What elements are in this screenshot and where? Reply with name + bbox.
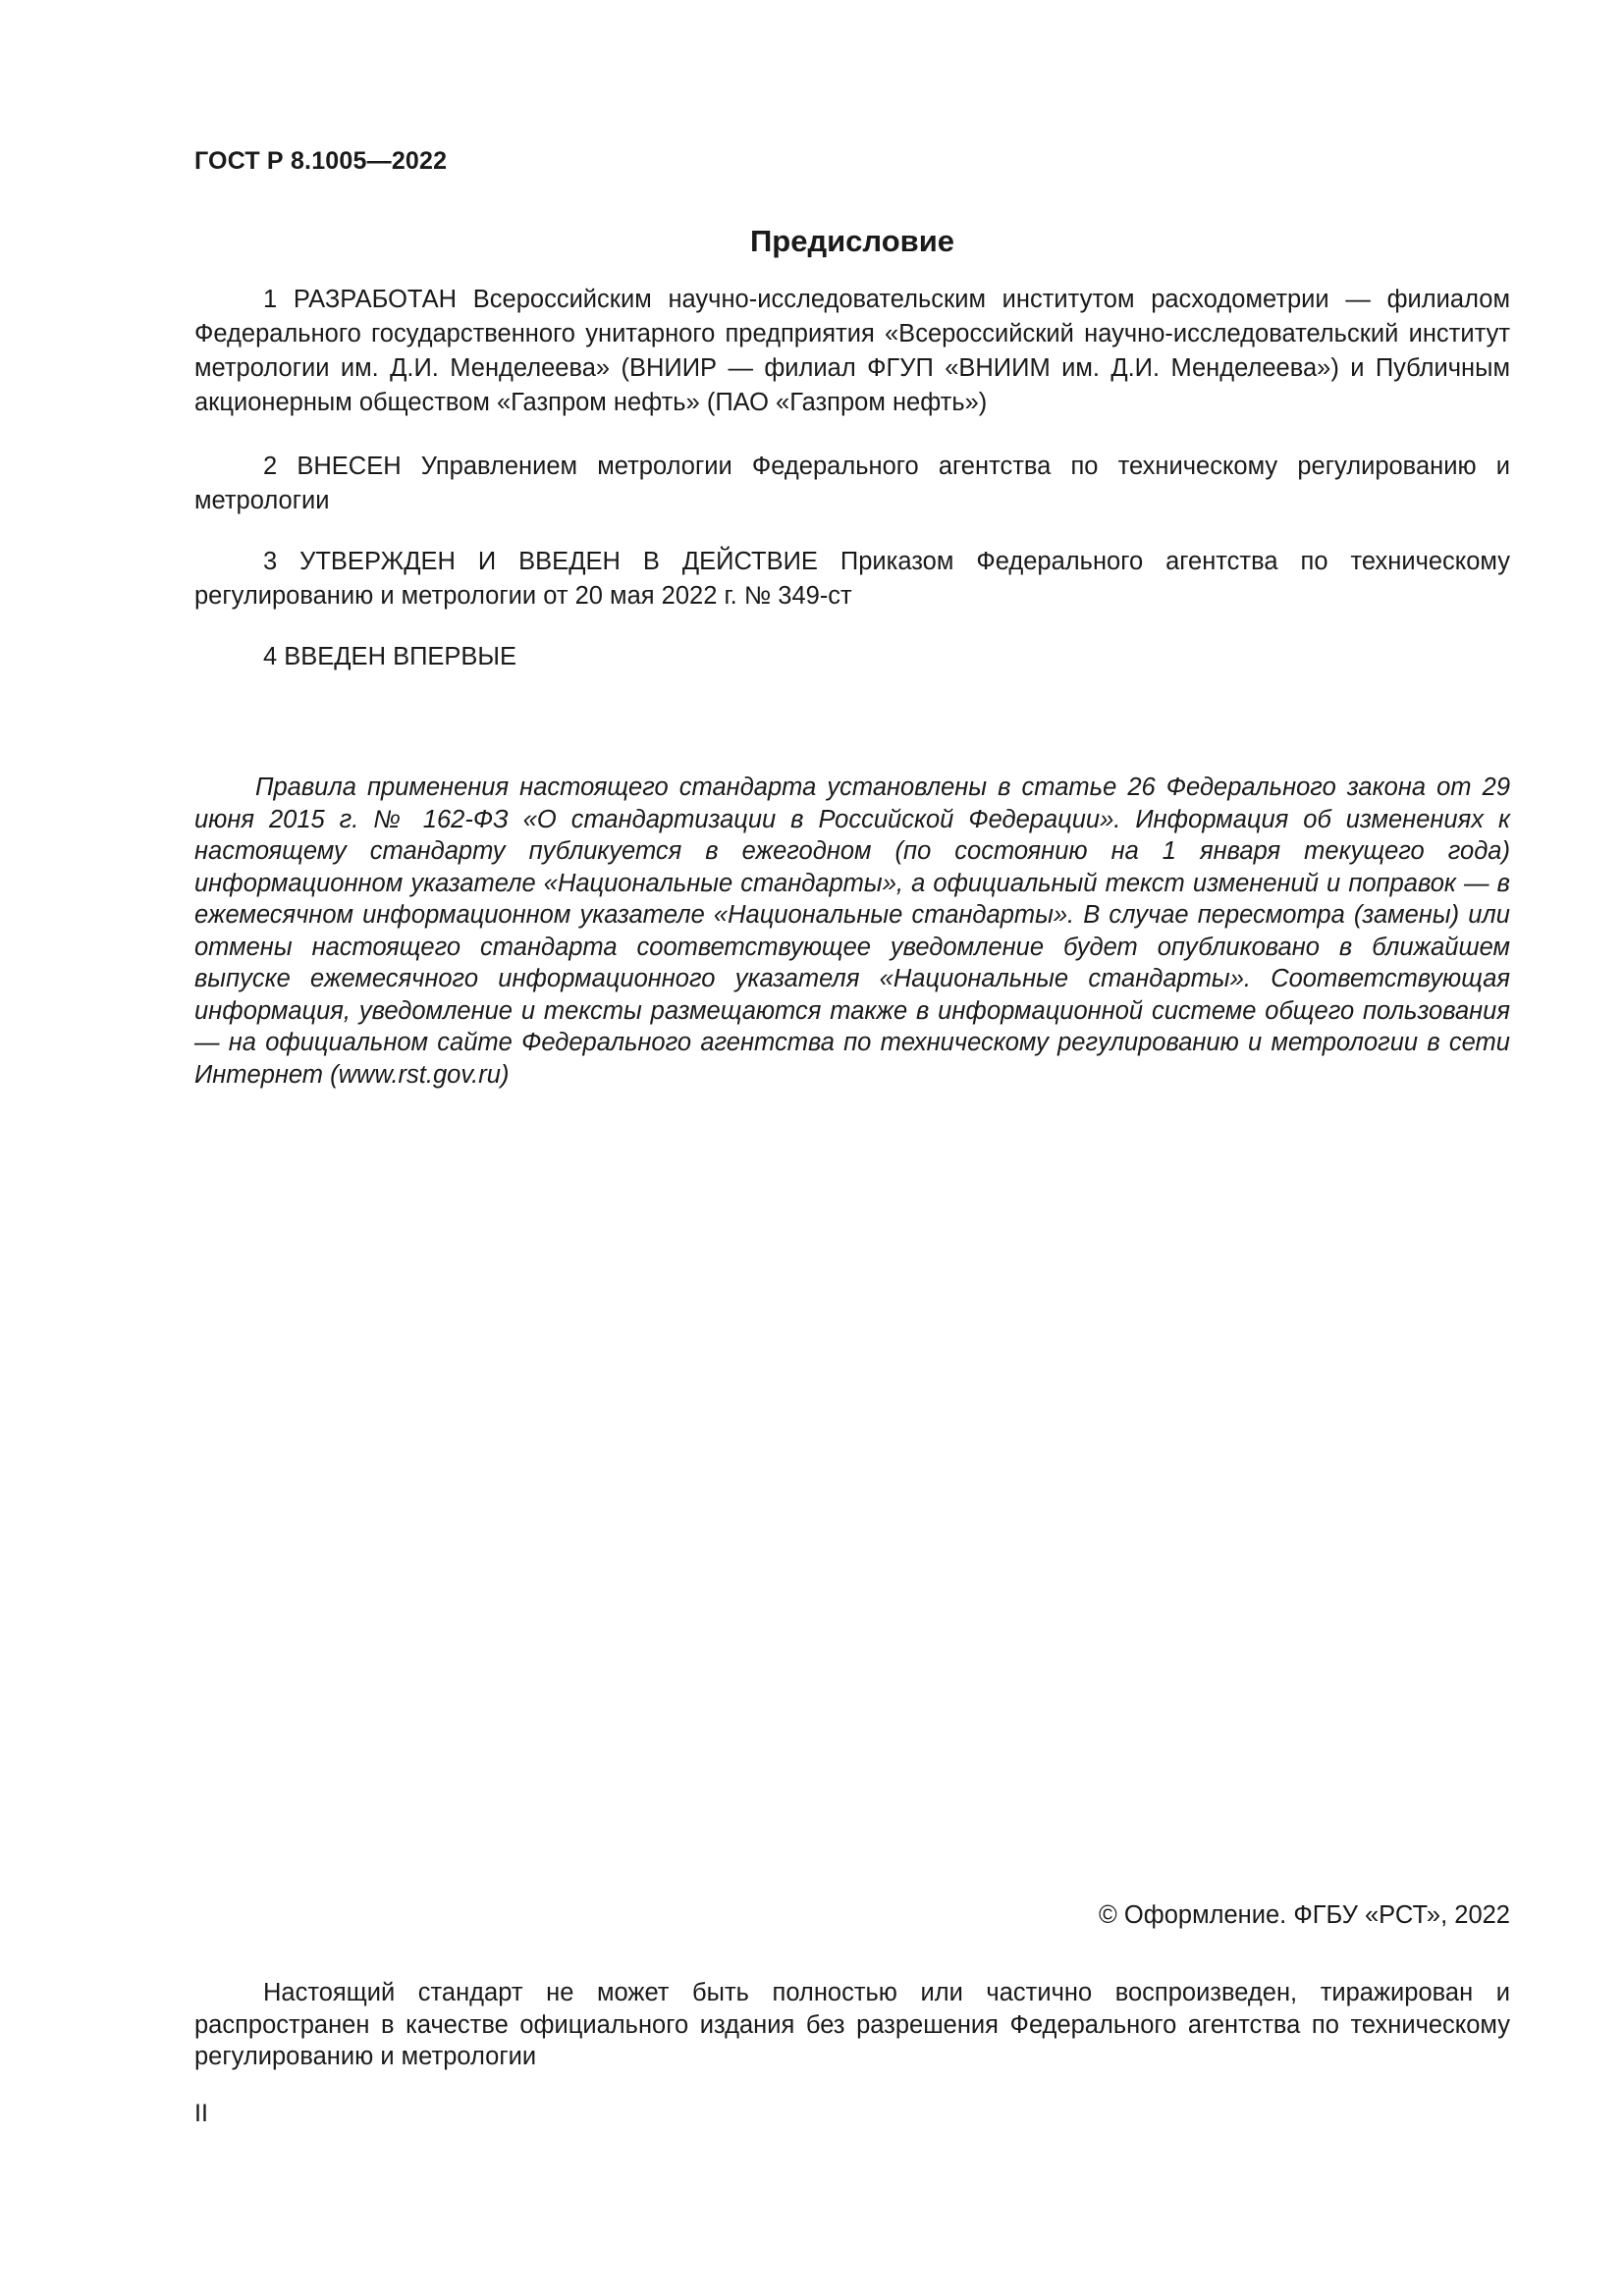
reproduction-notice: Настоящий стандарт не может быть полностью или частично воспроизведен, тиражирован и распространен в качестве официального издания без разрешения Федерального агентства по техническому регулированию и метрологии <box>194 1979 1510 2070</box>
foreword-item-approved: 3 УТВЕРЖДЕН И ВВЕДЕН В ДЕЙСТВИЕ Приказом Федерального агентства по техническому регулированию и метрологии от 20 мая 2022 г. № 349-ст <box>194 548 1510 610</box>
page-title: Предисловие <box>749 224 954 258</box>
copyright-line: © Оформление. ФГБУ «РСТ», 2022 <box>1099 1901 1510 1929</box>
foreword-item-developed: 1 РАЗРАБОТАН Всероссийским научно-исследовательским институтом расходометрии — филиалом Федерального государственного унитарного предприятия «Всероссийский научно-исследовательский институт метрологии им. Д.И. Менделеева» (ВНИИР — филиал ФГУП «ВНИИМ им. Д.И. Менделеева») и Публичным акционерным обществом «Газпром нефть» (ПАО «Газпром нефть») <box>194 286 1510 416</box>
application-rules-notice: Правила применения настоящего стандарта установлены в статье 26 Федерального закона от 29 июня 2015 г. № 162-ФЗ «О стандартизации в Российской Федерации». Информация об изменениях к настоящему стандарту публикуется в ежегодном (по состоянию на 1 января текущего года) информационном указателе «Национальные стандарты», а официальный текст изменений и поправок — в ежемесячном информационном указателе «Национальные стандарты». В случае пересмотра (замены) или отмены настоящего стандарта соответствующее уведомление будет опубликовано в ближайшем выпуске ежемесячного информационного указателя «Национальные стандарты». Соответствующая информация, уведомление и тексты размещаются также в информационной системе общего пользования — на официальном сайте Федерального агентства по техническому регулированию и метрологии в сети Интернет (www.rst.gov.ru) <box>194 774 1510 1089</box>
document-code: ГОСТ Р 8.1005—2022 <box>194 147 448 175</box>
page-number: II <box>194 2100 208 2127</box>
foreword-item-submitted: 2 ВНЕСЕН Управлением метрологии Федерального агентства по техническому регулированию и метрологии <box>194 453 1510 514</box>
foreword-item-introduced: 4 ВВЕДЕН ВПЕРВЫЕ <box>263 643 517 670</box>
